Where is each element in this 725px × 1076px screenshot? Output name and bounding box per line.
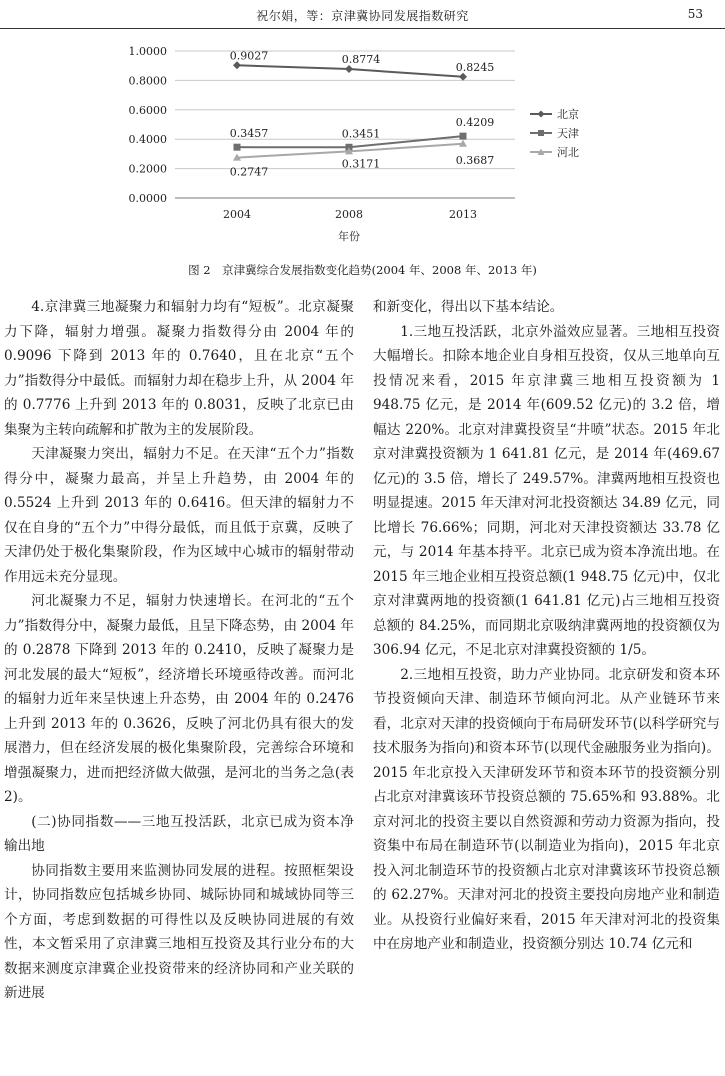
y-tick-label: 0.4000: [128, 133, 167, 147]
y-tick-label: 0.2000: [128, 162, 167, 176]
data-label: 0.2747: [229, 165, 269, 179]
paragraph: (二)协同指数——三地互投活跃，北京已成为资本净输出地: [4, 813, 354, 854]
x-tick-label: 2004: [223, 208, 251, 221]
legend-marker: [538, 111, 545, 118]
line-chart: [0, 34, 725, 254]
data-label: 0.9027: [229, 49, 269, 63]
data-label: 0.3451: [341, 127, 381, 141]
page-number: 53: [687, 7, 703, 21]
legend-label: 北京: [557, 108, 579, 121]
data-label: 0.8245: [455, 60, 495, 74]
paragraph: 4.京津冀三地凝聚力和辐射力均有“短板”。北京凝聚力下降，辐射力增强。凝聚力指数得分由 2004 年的 0.9096 下降到 2013 年的 0.7640，且在北京“五个力”指数得分中最低。而辐射力却在稳步上升，从 2004 年的 0.7776 上升到 2013 年的 0.8031，反映了北京已由集聚为主转向疏解和扩散为主的发展阶段。: [4, 299, 354, 438]
data-point: [234, 144, 241, 151]
data-label: 0.8774: [341, 53, 381, 67]
y-tick-label: 0.8000: [128, 74, 167, 88]
paragraph: 2.三地相互投资，助力产业协同。北京研发和资本环节投资倾向天津、制造环节倾向河北。从产业链环节来看，北京对天津的投资倾向于布局研发环节(以科学研究与技术服务为指向)和资本环节(以现代金融服务业为指向)。2015 年北京投入天津研发环节和资本环节的投资额分别占北京对津冀该环节投资总额的 75.65%和 93.88%。北京对河北的投资主要以自然资源和劳动力资源为指向，投资集中布局在制造环节(以制造业为指向)，2015 年北京投入河北制造环节的投资额占北京对津冀该环节投资总额的 62.27%。天津对河北的投资主要投向房地产业和制造业。从投资行业偏好来看，2015 年天津对河北的投资集中在房地产业和制造业，投资额分别达 10.74 亿元和: [373, 666, 720, 952]
x-tick-label: 2008: [335, 208, 363, 221]
data-point: [345, 65, 353, 73]
y-tick-label: 0.6000: [128, 103, 167, 117]
data-point: [459, 73, 467, 81]
x-axis-label: 年份: [338, 230, 360, 243]
chart-svg: [0, 34, 725, 254]
running-title: 祝尔娟，等：京津冀协同发展指数研究: [256, 9, 469, 23]
data-point: [460, 133, 467, 140]
paragraph: 河北凝聚力不足，辐射力快速增长。在河北的“五个力”指数得分中，凝聚力最低，且呈下降态势，由 2004 年的 0.2878 下降到 2013 年的 0.2410，反映了凝聚力是河北发展的最大“短板”，经济增长环境亟待改善。而河北的辐射力近年来呈快速上升态势，由 2004 年的 0.2476 上升到 2013 年的 0.3626，反映了河北仍具有很大的发展潜力，但在经济发展的极化集聚阶段，完善综合环境和增强凝聚力，进而把经济做大做强，是河北的当务之急(表 2)。: [4, 593, 354, 805]
paragraph: 1.三地互投活跃，北京外溢效应显著。三地相互投资大幅增长。扣除本地企业自身相互投资，仅从三地单向互投情况来看，2015 年京津冀三地相互投资额为 1 948.75 亿元，是 2014 年(609.52 亿元)的 3.2 倍，增幅达 220%。北京对津冀投资呈“井喷”状态。2015 年北京对津冀投资额为 1 641.81 亿元，是 2014 年(469.67 亿元)的 3.5 倍，增长了 249.57%。津冀两地相互投资也明显提速。2015 年天津对河北投资额达 34.89 亿元，同比增长 76.66%；同期，河北对天津投资额达 33.78 亿元，与 2014 年基本持平。北京已成为资本净流出地。在 2015 年三地企业相互投资总额(1 948.75 亿元)中，仅北京对津冀两地的投资额(1 641.81 亿元)占三地相互投资总额的 84.25%，而同期北京吸纳津冀两地的投资额仅为 306.94 亿元，不足北京对津冀投资额的 1/5。: [373, 323, 720, 658]
paragraph: 和新变化，得出以下基本结论。: [373, 299, 564, 315]
legend-marker: [538, 130, 544, 136]
data-label: 0.3171: [341, 157, 381, 171]
header-rule: [0, 28, 725, 29]
legend-label: 河北: [557, 146, 579, 159]
legend-label: 天津: [557, 127, 579, 140]
data-label: 0.3687: [455, 153, 495, 167]
running-header: [0, 0, 725, 30]
left-column: [4, 295, 354, 1006]
data-point: [233, 61, 241, 69]
paragraph: 天津凝聚力突出，辐射力不足。在天津“五个力”指数得分中，凝聚力最高，并呈上升趋势，由 2004 年的 0.5524 上升到 2013 年的 0.6416。但天津的辐射力不仅在自身的“五个力”中得分最低，而且低于京冀，反映了天津仍处于极化集聚阶段，作为区域中心城市的辐射带动作用远未充分显现。: [4, 446, 354, 585]
data-label: 0.4209: [455, 116, 495, 130]
y-tick-label: 1.0000: [128, 45, 167, 58]
right-column: [373, 295, 720, 957]
paragraph: 协同指数主要用来监测协同发展的进程。按照框架设计，协同指数应包括城乡协同、城际协同和城域协同等三个方面，考虑到数据的可得性以及反映协同进展的有效性，本文暂采用了京津冀三地相互投资及其行业分布的大数据来测度京津冀企业投资带来的经济协同和产业关联的新进展: [4, 862, 354, 1001]
x-tick-label: 2013: [449, 208, 477, 221]
y-tick-label: 0.0000: [128, 192, 167, 205]
data-label: 0.3457: [229, 127, 269, 141]
figure-caption: 图 2 京津冀综合发展指数变化趋势(2004 年、2008 年、2013 年): [188, 263, 537, 277]
